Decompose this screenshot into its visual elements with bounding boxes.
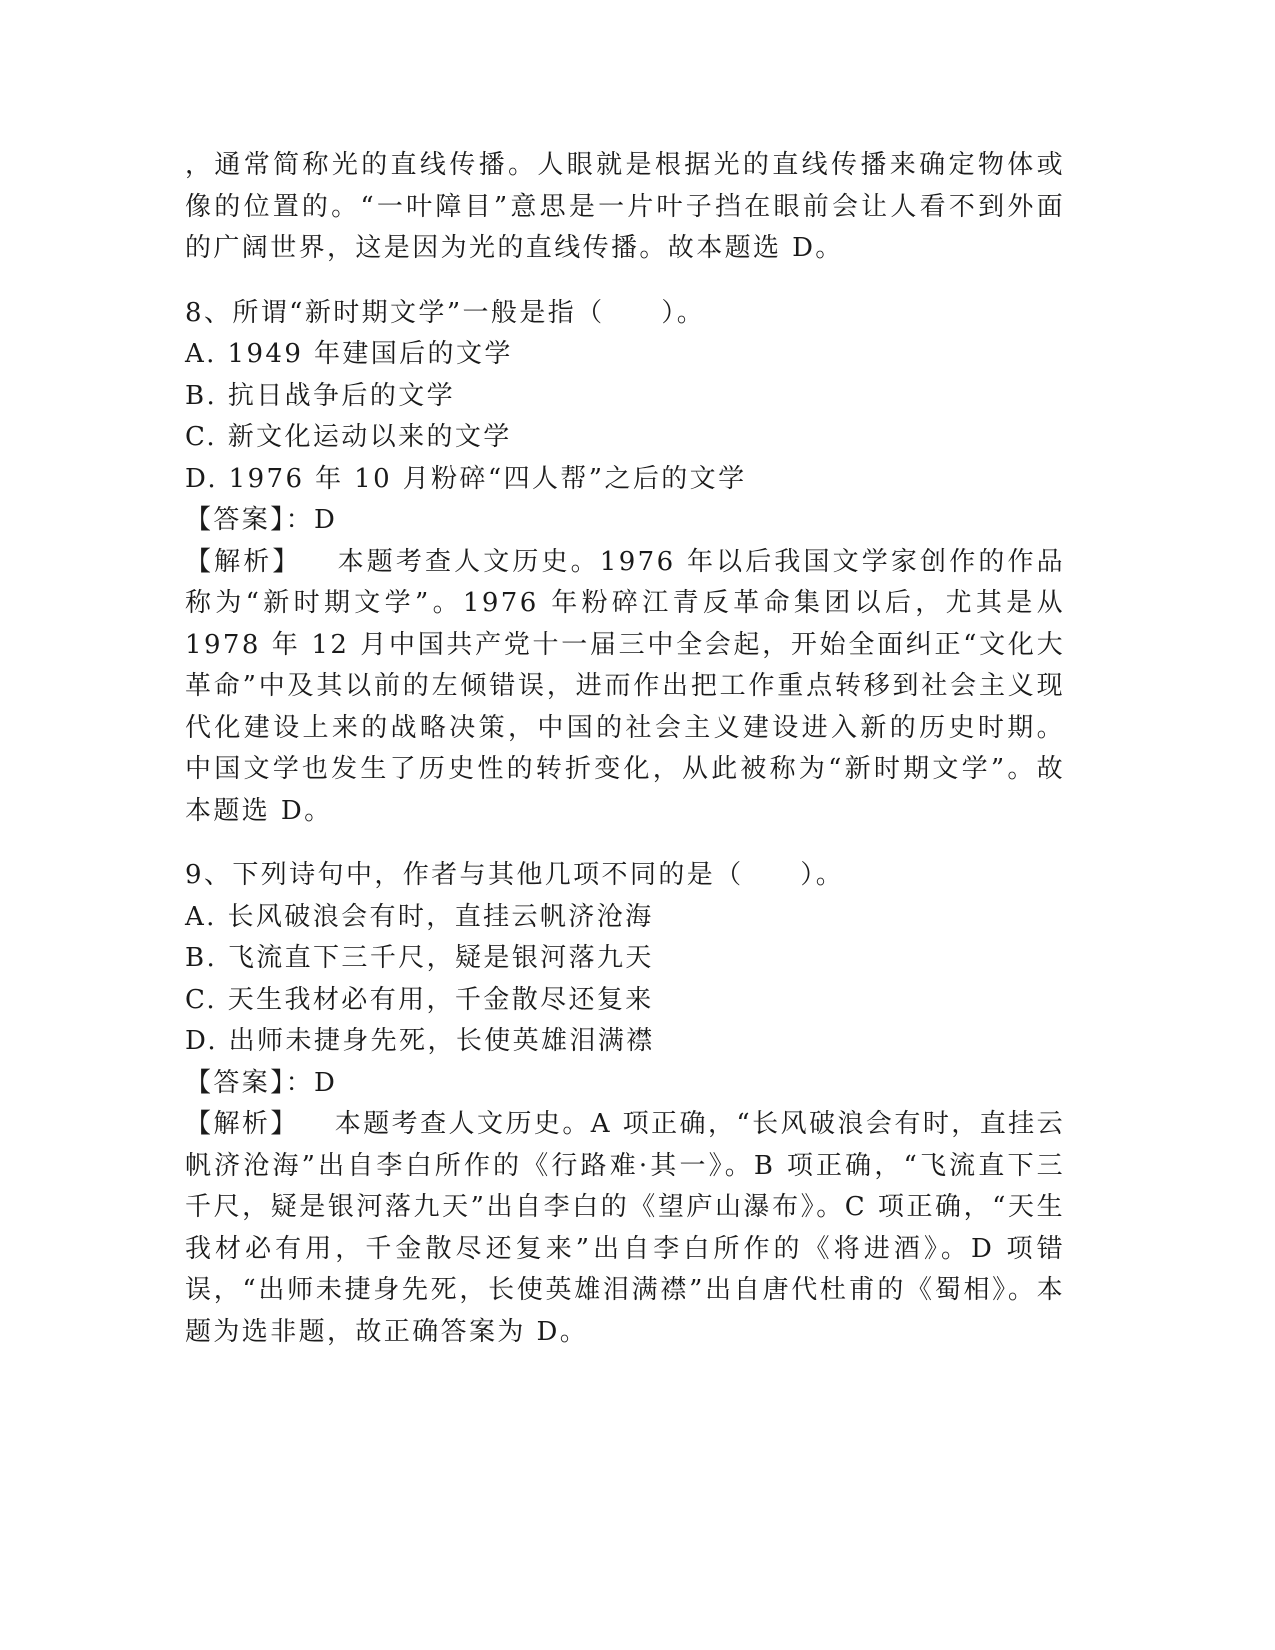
analysis-text: 本题考查人文历史。A 项正确，“长风破浪会有时，直挂云帆济沧海”出自李白所作的《行路难·其一》。B 项正确，“飞流直下三千尺，疑是银河落九天”出自李白的《望庐山瀑布》。C 项正确，“天生我材必有用，千金散尽还复来”出自李白所作的《将进酒》。D 项错误，“出师未捷身先死，长使英雄泪满襟”出自唐代杜甫的《蜀相》。本题为选非题，故正确答案为 D。 [185,1109,1065,1347]
answer-line [185,1063,1065,1105]
document-body [185,145,1065,1353]
option-b: B. 飞流直下三千尺，疑是银河落九天 [185,943,654,973]
question-9 [185,855,1065,1353]
answer-value: D [314,505,338,535]
spacer [185,270,1065,293]
analysis-paragraph [185,542,1065,833]
spacer [185,832,1065,855]
option-a: A. 1949 年建国后的文学 [185,339,513,369]
analysis-text: 本题考查人文历史。1976 年以后我国文学家创作的作品称为“新时期文学”。1976 年粉碎江青反革命集团以后，尤其是从 1978 年 12 月中国共产党十一届三中全会起，开始全面纠正“文化大革命”中及其以前的左倾错误，进而作出把工作重点转移到社会主义现代化建设上来的战略决策，中国的社会主义建设进入新的历史时期。中国文学也发生了历史性的转折变化，从此被称为“新时期文学”。故本题选 D。 [185,546,1066,826]
question-8 [185,293,1065,833]
answer-label: 【答案】： [185,1067,315,1098]
question-stem: 8、所谓“新时期文学”一般是指（ ）。 [185,297,706,328]
option-c: C. 天生我材必有用，千金散尽还复来 [185,984,654,1015]
analysis-paragraph [185,1104,1065,1353]
option-d: D. 出师未捷身先死，长使英雄泪满襟 [185,1026,655,1056]
answer-value: D [314,1067,338,1098]
option-c: C. 新文化运动以来的文学 [185,422,512,452]
option-a: A. 长风破浪会有时，直挂云帆济沧海 [185,901,654,932]
answer-label: 【答案】： [185,505,315,535]
option-d: D. 1976 年 10 月粉碎“四人帮”之后的文学 [185,463,747,494]
option-b: B. 抗日战争后的文学 [185,380,456,411]
intro-paragraph: ，通常简称光的直线传播。人眼就是根据光的直线传播来确定物体或像的位置的。“一叶障目”意思是一片叶子挡在眼前会让人看不到外面的广阔世界，这是因为光的直线传播。故本题选 D。 [185,150,1065,263]
question-stem: 9、下列诗句中，作者与其他几项不同的是（ ）。 [185,860,845,890]
analysis-label: 【解析】 [185,1109,299,1139]
analysis-label: 【解析】 [185,546,302,577]
answer-line [185,500,1065,542]
